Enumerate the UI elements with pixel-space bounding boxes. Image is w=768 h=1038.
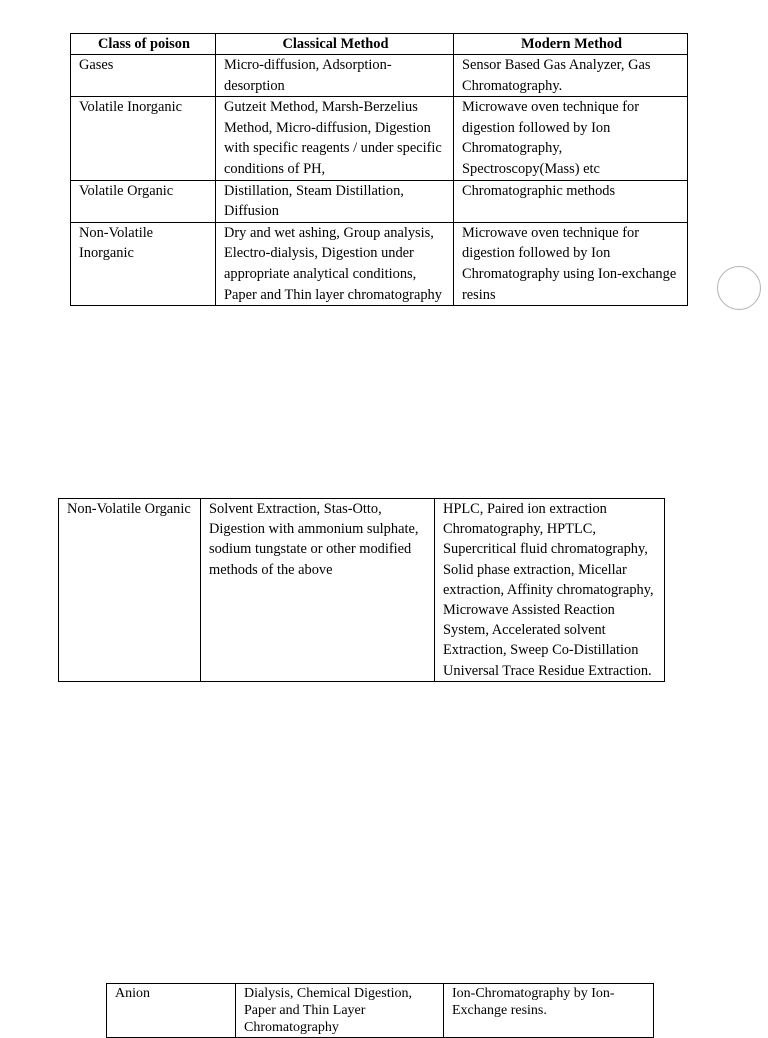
- cell-class: Gases: [71, 55, 216, 97]
- cell-classical: Micro-diffusion, Adsorption-desorption: [216, 55, 454, 97]
- table-row: [107, 984, 654, 1038]
- cell-modern: Chromatographic methods: [454, 180, 688, 222]
- cell-classical: Dialysis, Chemical Digestion, Paper and Thin Layer Chromatography: [236, 984, 444, 1038]
- cell-class: Volatile Inorganic: [71, 97, 216, 180]
- cell-classical: Solvent Extraction, Stas-Otto, Digestion with ammonium sulphate, sodium tungstate or other modified methods of the above: [201, 499, 435, 682]
- cell-modern: HPLC, Paired ion extraction Chromatography, HPTLC, Supercritical fluid chromatography, Solid phase extraction, Micellar extraction, Affinity chromatography, Microwave Assisted Reaction System, Accelerated solvent Extraction, Sweep Co-Distillation Universal Trace Residue Extraction.: [435, 499, 665, 682]
- cell-class: Non-Volatile Organic: [59, 499, 201, 682]
- cell-modern: Ion-Chromatography by Ion-Exchange resins.: [444, 984, 654, 1038]
- page-edge-arc: [717, 266, 761, 310]
- cell-modern: Microwave oven technique for digestion followed by Ion Chromatography using Ion-exchange resins: [454, 222, 688, 305]
- cell-classical: Dry and wet ashing, Group analysis, Electro-dialysis, Digestion under appropriate analytical conditions, Paper and Thin layer chromatography: [216, 222, 454, 305]
- cell-class: Anion: [107, 984, 236, 1038]
- anion-table: [106, 983, 654, 1038]
- cell-modern: Microwave oven technique for digestion followed by Ion Chromatography, Spectroscopy(Mass) etc: [454, 97, 688, 180]
- cell-modern: Sensor Based Gas Analyzer, Gas Chromatography.: [454, 55, 688, 97]
- column-header-modern: Modern Method: [454, 34, 688, 55]
- cell-classical: Gutzeit Method, Marsh-Berzelius Method, Micro-diffusion, Digestion with specific reagents / under specific conditions of PH,: [216, 97, 454, 180]
- cell-classical: Distillation, Steam Distillation, Diffusion: [216, 180, 454, 222]
- cell-class: Volatile Organic: [71, 180, 216, 222]
- column-header-class: Class of poison: [71, 34, 216, 55]
- cell-class: Non-Volatile Inorganic: [71, 222, 216, 305]
- column-header-classical: Classical Method: [216, 34, 454, 55]
